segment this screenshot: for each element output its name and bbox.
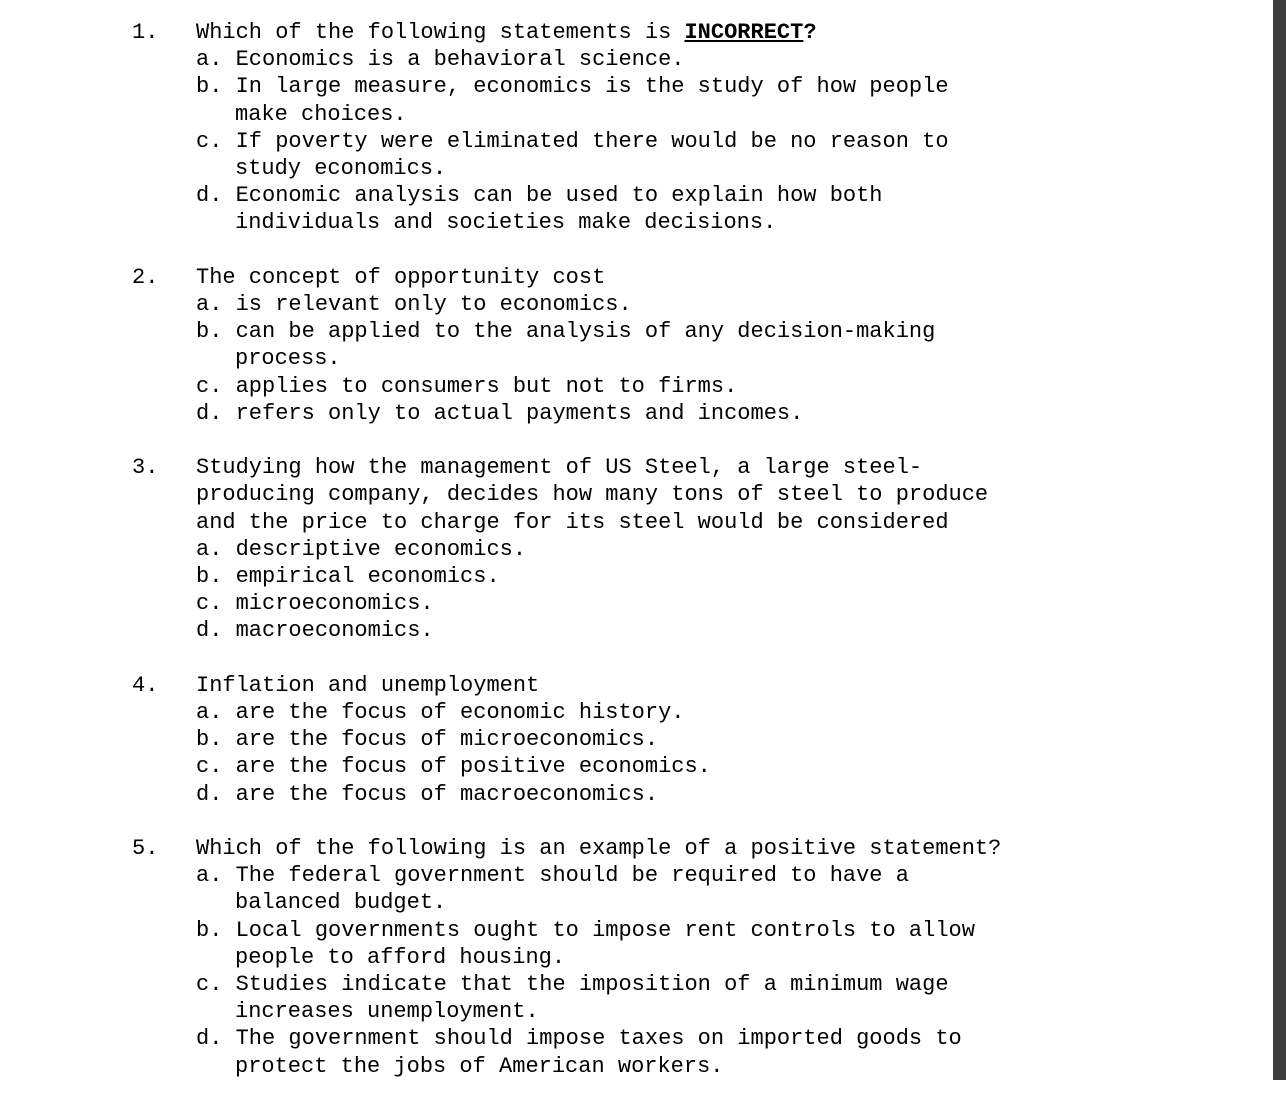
- option-c: c. microeconomics.: [196, 591, 434, 617]
- question-stem: [196, 19, 1096, 46]
- option-a: a. The federal government should be required to have a balanced budget.: [196, 863, 909, 916]
- option-c: c. If poverty were eliminated there would be no reason to study economics.: [196, 128, 949, 182]
- option-b: b. empirical economics.: [196, 564, 500, 590]
- option-b: b. Local governments ought to impose rent controls to allow people to afford housing.: [196, 917, 975, 970]
- option-c: c. are the focus of positive economics.: [196, 754, 711, 780]
- question-stem: Which of the following is an example of a positive statement?: [196, 836, 1002, 862]
- stem-text: Which of the following statements is: [196, 20, 685, 45]
- stem-punctuation: ?: [803, 20, 817, 45]
- vertical-scrollbar[interactable]: [1273, 0, 1286, 1080]
- option-b: b. In large measure, economics is the study of how people make choices.: [196, 74, 949, 127]
- question-number: 4.: [132, 672, 159, 698]
- option-d: d. refers only to actual payments and incomes.: [196, 400, 804, 426]
- question-2: [0, 264, 1273, 427]
- option-d: d. Economic analysis can be used to explain how both individuals and societies make decisions.: [196, 183, 883, 236]
- option-d: d. macroeconomics.: [196, 618, 434, 644]
- question-stem: Inflation and unemployment: [196, 672, 540, 698]
- question-stem: Studying how the management of US Steel, a large steel- producing company, decides how many tons of steel to produce and the price to charge for its steel would be considered: [196, 455, 989, 535]
- question-4: [0, 672, 1273, 808]
- question-3: [0, 454, 1273, 644]
- question-number: 2.: [132, 264, 159, 290]
- stem-emphasis: INCORRECT: [684, 20, 804, 45]
- question-stem: The concept of opportunity cost: [196, 264, 606, 290]
- option-a: a. is relevant only to economics.: [196, 292, 632, 318]
- option-a: a. descriptive economics.: [196, 536, 527, 562]
- question-number: 3.: [132, 455, 159, 481]
- option-a: a. are the focus of economic history.: [196, 700, 685, 726]
- option-c: c. applies to consumers but not to firms.: [196, 373, 738, 399]
- question-5: [0, 835, 1273, 1080]
- quiz-document: [0, 19, 1273, 1107]
- option-a: a. Economics is a behavioral science.: [196, 47, 685, 73]
- question-number: 5.: [132, 836, 159, 862]
- option-d: d. The government should impose taxes on imported goods to protect the jobs of American workers.: [196, 1026, 962, 1079]
- question-1: [0, 19, 1273, 237]
- option-b: b. can be applied to the analysis of any decision-making process.: [196, 319, 936, 372]
- option-c: c. Studies indicate that the imposition of a minimum wage increases unemployment.: [196, 972, 949, 1025]
- question-number: 1.: [132, 20, 159, 45]
- option-b: b. are the focus of microeconomics.: [196, 727, 659, 753]
- option-d: d. are the focus of macroeconomics.: [196, 781, 659, 807]
